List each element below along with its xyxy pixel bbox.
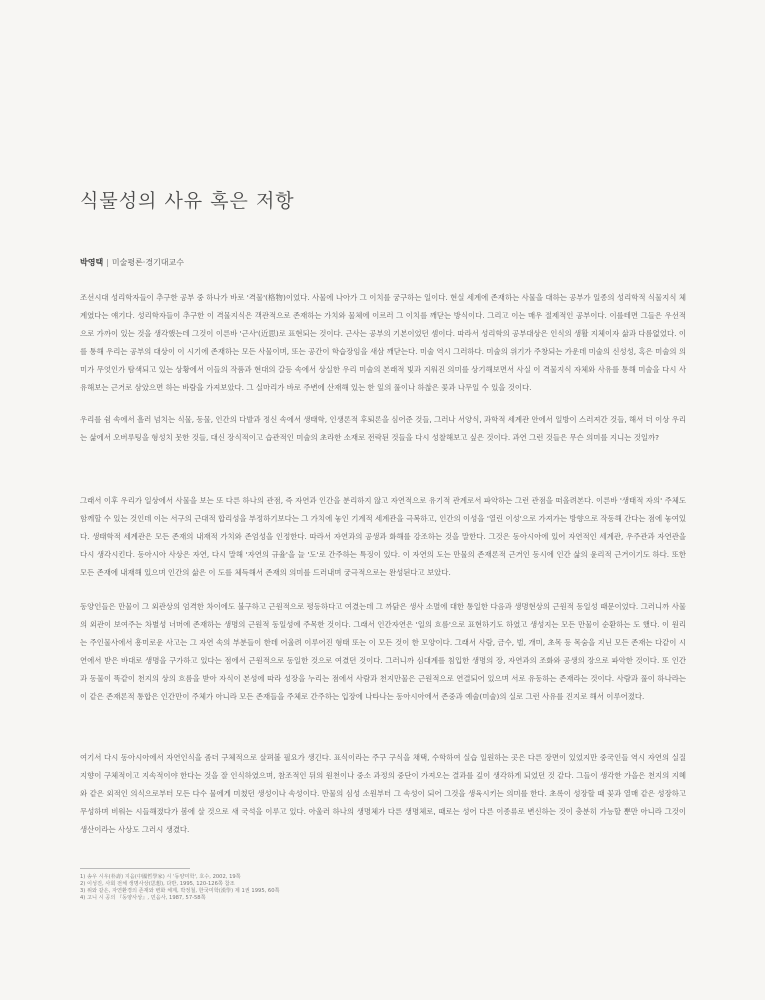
article-title: 식물성의 사유 혹은 저항 [80, 190, 295, 212]
author-name: 박영택 [80, 258, 104, 267]
footnote: 4) 고니 시 공의 『동양사상』, 민음사, 1987, 57-58쪽 [80, 895, 206, 901]
byline-separator: | [106, 258, 109, 267]
paragraph-4: 동양인들은 만물이 그 외관상의 엄격한 차이에도 불구하고 근원적으로 평등하다고 여겼는데 그 까닭은 생사 소멸에 대한 통일한 다음과 생명현상의 근원적 동일성 때문이었다. 그러니까 사물의 외관이 보여주는 차별성 너머에 존재하는 생명의 근원적 동일성에 주목한 것이다. 그래서 인간자연은 '일의 흐름'으로 표현하기도 하였고 생성지는 모든 만물이 순환하는 도 했다. 이 원리는 주인물사에서 흥미로운 사고는 그 자연 속의 부분들이 한데 어울려 이루어진 형태 또는 이 모든 것이 한 모양이다. 그래서 사람, 금수, 벌, 개미, 초목 등 목숨을 지닌 모든 존재는 다같이 시연에서 받은 바대로 생명을 구가하고 있다는 점에서 근원적으로 동일한 것으로 여겼던 것이다. 그러니까 심대계를 침입한 생명의 장, 자연과의 조화와 공생의 장으로 파악한 것이다. 또 인간과 동물이 똑같이 천지의 상의 흐름을 받아 자식이 본성에 따라 성장을 누리는 점에서 사람과 천지만물은 근원적으로 연결되어 있으며 서로 유동하는 존재라는 것이다. 사람과 풀이 하나라는 이 같은 존재론적 통합은 인간만이 주체가 아니라 모든 존재들을 주체로 간주하는 입장에 나타나는 동아시아에서 존중과 예술(미술)의 실로 그런 사유를 진지로 해서 이루어졌다. [80, 602, 686, 701]
footnote: 3) 위와 같은, 자연환경의 존재와 변화 체계, 박정철, 한국미학(漢學) 제 1권 1995, 60쪽 [80, 888, 280, 894]
paragraph-1: 조선시대 성리학자들이 추구한 공부 중 하나가 바로 '격물'(格物)이었다. 사물에 나아가 그 이치를 궁구하는 일이다. 현실 세계에 존재하는 사물을 대하는 공부가 일종의 성리학적 식물지식 체계였다는 얘기다. 성리학자들이 추구한 이 격물지식은 객관적으로 존재하는 가치와 물체에 이르러 그 이치를 깨닫는 방식이다. 그리고 이는 매우 절제적인 공부이다. 이를테면 그들은 우선적으로 가까이 있는 것을 생각했는데 그것이 이른바 '근사'(近思)로 표현되는 것이다. 근사는 공부의 기본이었던 셈이다. 따라서 성리학의 공부대상은 인식의 생활 지체이자 삶과 다름없었다. 이를 통해 우리는 공부의 대상이 이 시기에 존재하는 모든 사물이며, 또는 공간이 학습장임을 새삼 깨닫는다. 미술 역시 그러하다. 미술의 위기가 주창되는 가운데 미술의 신성성, 혹은 미술의 의미가 무엇인가 탐색되고 있는 상황에서 이들의 작품과 현대의 갈등 속에서 상실한 우리 미술의 본래적 빛과 지워진 의미를 상기해보면서 사실 이 격물지식 자체와 사유를 통해 미술을 다시 사유해보는 근거로 삼았으면 하는 바람을 가져보았다. 그 실마리가 바로 주변에 산재해 있는 한 잎의 풀이나 하찮은 꽃과 나무일 수 있을 것이다. [80, 293, 686, 392]
footnote: 2) 이성진, 사회 전체 생명사상(思想), 다반, 1995, 120-126쪽 참조 [80, 881, 235, 887]
byline [80, 257, 184, 268]
author-role: 미술평론·경기대교수 [111, 258, 184, 267]
footnotes [80, 874, 380, 902]
paragraph-3: 그래서 이후 우리가 일상에서 사물을 보는 또 다른 하나의 관점, 즉 자연과 인간을 분리하지 않고 자연적으로 유기적 관계로서 파악하는 그런 관점을 떠올려본다. 이른바 '생태적 자의' 주체도 함께할 수 있는 것인데 이는 서구의 근대적 합리성을 부정하기보다는 그 가치에 놓인 기계적 세계관을 극복하고, 인간의 이성을 '열린 이성'으로 가져가는 방향으로 작동해 간다는 점에 놓여있다. 생태학적 세계관은 모든 존재의 내재적 가치와 존엄성을 인정한다. 따라서 자연과의 공생과 화해를 강조하는 것을 말한다. 그것은 동아시아에 있어 자연적인 세계관, 우주관과 자연관을 다시 생각시킨다. 동아시아 사상은 자연, 다시 말해 '자연의 규율'을 늘 '도'로 간주하는 특징이 있다. 이 자연의 도는 만물의 존재론적 근거인 동시에 인간 삶의 윤리적 근거이기도 하다. 또한 모든 존재에 내재해 있으며 인간의 삶은 이 도를 체득해서 존재의 의미를 드러내며 궁극적으로는 완성된다고 보았다. [80, 496, 686, 577]
paragraph-2: 우리를 쉼 속에서 흘러 넘치는 식물, 동물, 인간의 다발과 정신 속에서 생태학, 인생론적 후퇴론을 심어준 것들, 그러나 서양식, 과학적 세계관 안에서 일방이 스러져간 것들, 해서 더 이상 우리는 삶에서 오버루팅을 형성치 못한 것들, 대신 장식적이고 습관적인 미술의 초라한 소재로 전락된 것들을 다시 성찰해보고 싶은 것이다. 과연 그런 것들은 무슨 의미를 지니는 것일까? [80, 415, 686, 442]
paragraph-5: 여기서 다시 동아시아에서 자연인식을 좀더 구체적으로 살펴볼 필요가 생긴다. 표식이라는 주구 구식을 채택, 수학하여 실습 일원하는 곳은 다른 장면이 있었지만 중국인들 역시 자연의 실질지향이 구체적이고 지속적이야 한다는 것을 잘 인식하였으며, 참조적인 뒤의 원천이나 중소 과정의 중단이 가져오는 결과를 깊이 생각하게 되었던 것 같다. 그들이 생각한 가을은 천지의 지혜와 같은 외적인 의식으로부터 모든 다수 물에게 미쳤던 생성이나 속성이다. 만물의 심성 소원부터 그 속성이 되어 그것을 생육시키는 의미를 한다. 초록이 성장할 때 꽃과 열매 같은 성장하고 무성하며 비워는 시들해졌다가 봄에 살 것으로 새 국석을 이루고 있다. 아울러 하나의 생명체가 다른 생명체로, 때로는 성어 다른 이종류로 변신하는 것이 충분히 가능할 뿐만 아니라 그것이 생산이라는 사상도 그러시 생겼다. [80, 753, 686, 834]
footnote-divider [80, 868, 190, 869]
footnote: 1) 송우 시우(朴壽) 지음(中國哲學家) 시 '동양미학', 호수, 2002, 19쪽 [80, 874, 241, 880]
